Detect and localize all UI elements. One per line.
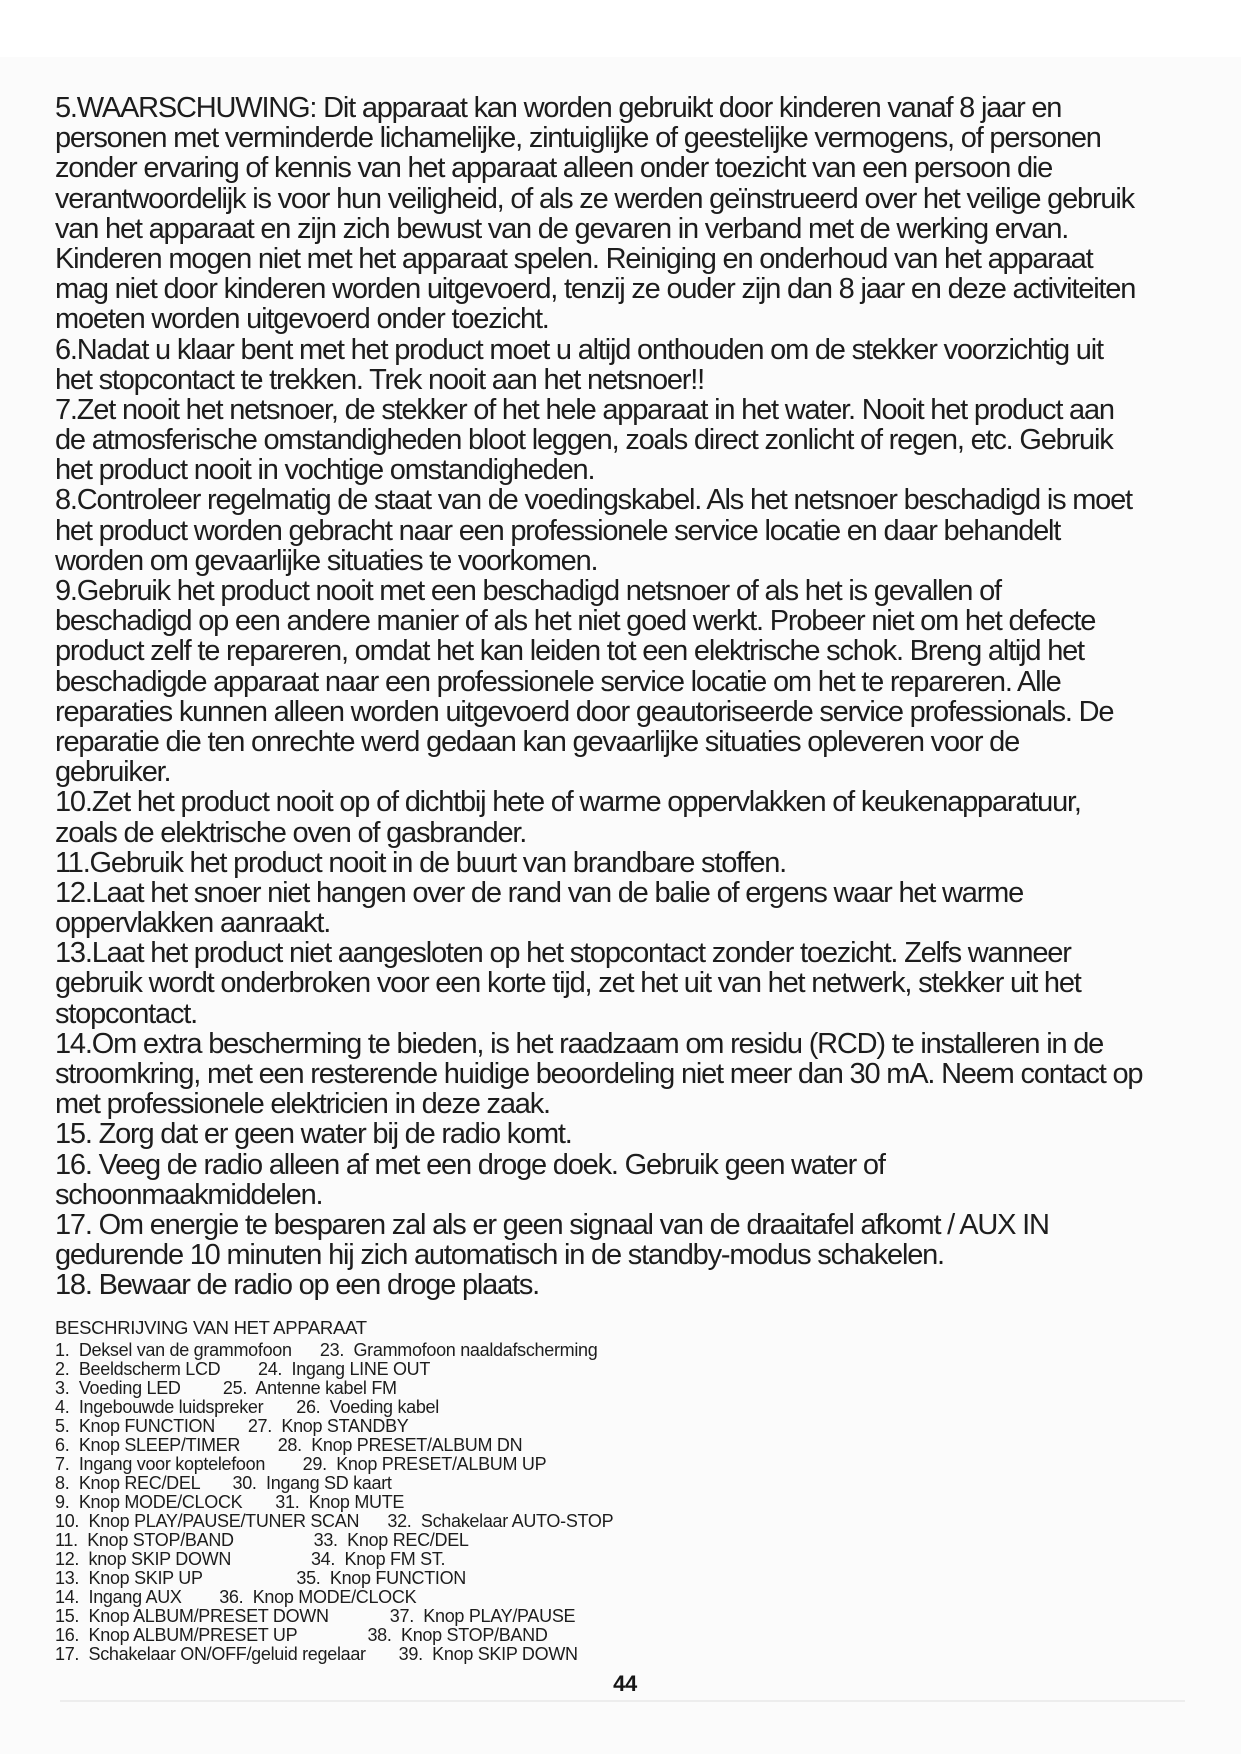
warning-line: met professionele elektricien in deze zaak. [55, 1088, 550, 1121]
warning-line: 12.Laat het snoer niet hangen over de rand van de balie of ergens waar het warme [55, 876, 1024, 909]
device-description-list [55, 1341, 1205, 1664]
description-row: 17. Schakelaar ON/OFF/geluid regelaar 39. Knop SKIP DOWN [55, 1644, 578, 1664]
device-description-section [55, 1318, 1205, 1664]
warning-line: 17. Om energie te besparen zal als er geen signaal van de draaitafel afkomt / AUX IN [55, 1208, 1049, 1241]
warning-line: zoals de elektrische oven of gasbrander. [55, 816, 527, 849]
section-heading: BESCHRIJVING VAN HET APPARAAT [55, 1317, 367, 1338]
warning-line: worden om gevaarlijke situaties te voorkomen. [55, 544, 598, 577]
warning-line: stopcontact. [55, 997, 197, 1030]
warning-line: gebruiker. [55, 756, 171, 789]
description-row: 10. Knop PLAY/PAUSE/TUNER SCAN 32. Schakelaar AUTO-STOP [55, 1511, 614, 1531]
warning-line: 8.Controleer regelmatig de staat van de voedingskabel. Als het netsnoer beschadigd is moet [55, 484, 1132, 517]
warning-line: reparatie die ten onrechte werd gedaan kan gevaarlijke situaties opleveren voor de [55, 725, 1019, 758]
warning-line: verantwoordelijk is voor hun veiligheid, of als ze werden geïnstrueerd over het veilige gebruik [55, 182, 1134, 215]
description-row: 8. Knop REC/DEL 30. Ingang SD kaart [55, 1473, 392, 1493]
warning-line: 6.Nadat u klaar bent met het product moet u altijd onthouden om de stekker voorzichtig uit [55, 333, 1103, 366]
warning-line: oppervlakken aanraakt. [55, 907, 331, 940]
description-row: 5. Knop FUNCTION 27. Knop STANDBY [55, 1416, 409, 1436]
warning-line: beschadigde apparaat naar een professionele service locatie om het te repareren. Alle [55, 665, 1061, 698]
warning-line: Kinderen mogen niet met het apparaat spelen. Reiniging en onderhoud van het apparaat [55, 242, 1093, 275]
warning-line: product zelf te repareren, omdat het kan leiden tot een elektrische schok. Breng altijd het [55, 635, 1084, 668]
description-row: 15. Knop ALBUM/PRESET DOWN 37. Knop PLAY/PAUSE [55, 1606, 576, 1626]
description-row: 12. knop SKIP DOWN 34. Knop FM ST. [55, 1549, 446, 1569]
warning-line: 5.WAARSCHUWING: Dit apparaat kan worden gebruikt door kinderen vanaf 8 jaar en [55, 92, 1062, 124]
description-row: 3. Voeding LED 25. Antenne kabel FM [55, 1378, 397, 1398]
warning-line: 15. Zorg dat er geen water bij de radio komt. [55, 1118, 572, 1151]
warning-line: reparaties kunnen alleen worden uitgevoerd door geautoriseerde service professionals. De [55, 695, 1114, 728]
description-row: 4. Ingebouwde luidspreker 26. Voeding kabel [55, 1397, 439, 1417]
description-row: 16. Knop ALBUM/PRESET UP 38. Knop STOP/BAND [55, 1625, 548, 1645]
warning-line: gebruik wordt onderbroken voor een korte tijd, zet het uit van het netwerk, stekker uit het [55, 967, 1081, 1000]
description-row: 14. Ingang AUX 36. Knop MODE/CLOCK [55, 1587, 417, 1607]
description-row: 11. Knop STOP/BAND 33. Knop REC/DEL [55, 1530, 469, 1550]
warning-line: van het apparaat en zijn zich bewust van de gevaren in verband met de werking ervan. [55, 212, 1069, 245]
warning-line: het product worden gebracht naar een professionele service locatie en daar behandelt [55, 514, 1061, 547]
warning-line: 13.Laat het product niet aangesloten op het stopcontact zonder toezicht. Zelfs wanneer [55, 937, 1071, 970]
warning-line: zonder ervaring of kennis van het apparaat alleen onder toezicht van een persoon die [55, 152, 1053, 185]
description-row: 2. Beeldscherm LCD 24. Ingang LINE OUT [55, 1359, 431, 1379]
warning-line: 18. Bewaar de radio op een droge plaats. [55, 1269, 540, 1302]
warning-line: 10.Zet het product nooit op of dichtbij hete of warme oppervlakken of keukenapparatuur, [55, 786, 1081, 819]
warning-line: personen met verminderde lichamelijke, zintuiglijke of geestelijke vermogens, of personen [55, 122, 1101, 155]
warning-line: mag niet door kinderen worden uitgevoerd, tenzij ze ouder zijn dan 8 jaar en deze activiteiten [55, 273, 1136, 306]
warning-line: stroomkring, met een resterende huidige beoordeling niet meer dan 30 mA. Neem contact op [55, 1058, 1143, 1090]
scan-artifact-line [60, 1700, 1185, 1702]
description-row: 13. Knop SKIP UP 35. Knop FUNCTION [55, 1568, 467, 1588]
description-row: 9. Knop MODE/CLOCK 31. Knop MUTE [55, 1492, 405, 1512]
warning-line: 14.Om extra bescherming te bieden, is het raadzaam om residu (RCD) te installeren in de [55, 1027, 1104, 1060]
page-number: 44 [613, 1671, 637, 1696]
warning-line: 7.Zet nooit het netsnoer, de stekker of het hele apparaat in het water. Nooit het product aan [55, 393, 1114, 426]
description-row: 1. Deksel van de grammofoon 23. Grammofoon naaldafscherming [55, 1340, 598, 1360]
warning-line: moeten worden uitgevoerd onder toezicht. [55, 303, 549, 336]
warning-line: de atmosferische omstandigheden bloot leggen, zoals direct zonlicht of regen, etc. Gebruik [55, 424, 1113, 457]
description-row: 6. Knop SLEEP/TIMER 28. Knop PRESET/ALBUM DN [55, 1435, 523, 1455]
warning-line: 9.Gebruik het product nooit met een beschadigd netsnoer of als het is gevallen of [55, 575, 1001, 607]
warning-line: gedurende 10 minuten hij zich automatisch in de standby-modus schakelen. [55, 1239, 944, 1272]
safety-warnings-section [55, 93, 1205, 1301]
description-row: 7. Ingang voor koptelefoon 29. Knop PRESET/ALBUM UP [55, 1454, 547, 1474]
warning-line: 11.Gebruik het product nooit in de buurt van brandbare stoffen. [55, 846, 787, 879]
warning-line: 16. Veeg de radio alleen af met een droge doek. Gebruik geen water of [55, 1148, 885, 1181]
warning-line: schoonmaakmiddelen. [55, 1178, 323, 1211]
warning-line: beschadigd op een andere manier of als het niet goed werkt. Probeer niet om het defecte [55, 605, 1096, 638]
warning-line: het stopcontact te trekken. Trek nooit aan het netsnoer!! [55, 363, 704, 396]
warning-line: het product nooit in vochtige omstandigheden. [55, 454, 595, 487]
